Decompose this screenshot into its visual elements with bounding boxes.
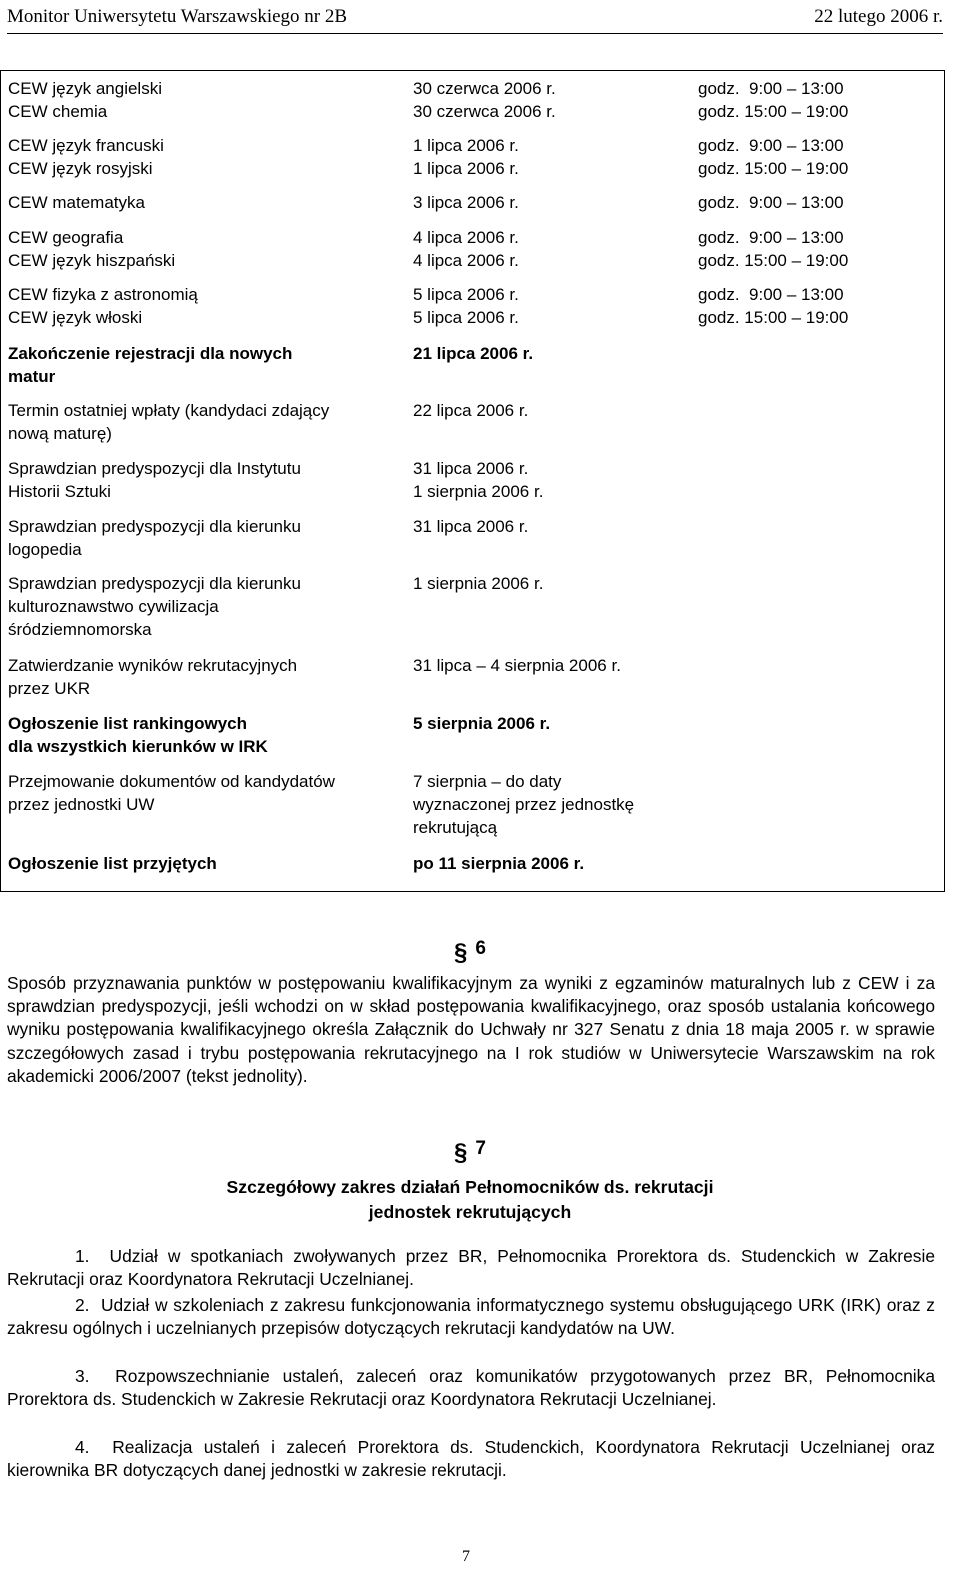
row-date: 5 lipca 2006 r.	[413, 308, 519, 327]
list-item	[7, 1294, 935, 1340]
section-7-title-line: Szczegółowy zakres działań Pełnomocników ds. rekrutacji	[226, 1177, 714, 1197]
row-date: rekrutującą	[413, 818, 498, 837]
section-symbol: §	[454, 939, 468, 966]
section-symbol: §	[454, 1139, 468, 1166]
row-time: godz. 15:00 – 19:00	[698, 251, 849, 270]
row-label: matur	[8, 367, 56, 386]
row-label: Sprawdzian predyspozycji dla kierunku	[8, 517, 301, 536]
item-number: 1.	[75, 1246, 90, 1266]
item-text: Realizacja ustaleń i zaleceń Prorektora ds. Studenckich, Koordynatora Rekrutacji Uczelnianej oraz kierownika BR dotyczących danej jednostki w zakresie rekrutacji.	[7, 1437, 936, 1481]
row-time: godz. 15:00 – 19:00	[698, 159, 849, 178]
row-label: przez jednostki UW	[8, 795, 155, 814]
row-label: Ogłoszenie list przyjętych	[8, 854, 217, 873]
row-label: Historii Sztuki	[8, 482, 111, 501]
row-date: 5 sierpnia 2006 r.	[413, 714, 551, 733]
row-label: Zakończenie rejestracji dla nowych	[8, 344, 293, 363]
item-number: 4.	[75, 1437, 90, 1457]
row-date: 30 czerwca 2006 r.	[413, 102, 556, 121]
row-label: CEW język rosyjski	[8, 159, 153, 178]
schedule-table	[0, 70, 945, 892]
item-number: 3.	[75, 1366, 90, 1386]
row-label: przez UKR	[8, 679, 91, 698]
row-date: 1 lipca 2006 r.	[413, 159, 519, 178]
row-date: 1 sierpnia 2006 r.	[413, 574, 544, 593]
row-label: CEW fizyka z astronomią	[8, 285, 198, 304]
row-label: Przejmowanie dokumentów od kandydatów	[8, 772, 335, 791]
row-time: godz. 9:00 – 13:00	[698, 228, 844, 247]
row-date: 5 lipca 2006 r.	[413, 285, 519, 304]
item-text: Rozpowszechnianie ustaleń, zaleceń oraz komunikatów przygotowanych przez BR, Pełnomocnika Prorektora ds. Studenckich w Zakresie Rekrutacji oraz Koordynatora Rekrutacji Uczelnianej.	[7, 1366, 935, 1410]
row-label: Termin ostatniej wpłaty (kandydaci zdający	[8, 401, 330, 420]
item-number: 2.	[75, 1295, 90, 1315]
row-date: po 11 sierpnia 2006 r.	[413, 854, 585, 873]
row-date: 31 lipca 2006 r.	[413, 517, 529, 536]
row-label: Sprawdzian predyspozycji dla Instytutu	[8, 459, 301, 478]
row-label: CEW język francuski	[8, 136, 164, 155]
row-label: CEW chemia	[8, 102, 108, 121]
section-7-title-line: jednostek rekrutujących	[368, 1202, 572, 1222]
row-label: dla wszystkich kierunków w IRK	[8, 737, 268, 756]
row-date: 4 lipca 2006 r.	[413, 251, 519, 270]
row-label: CEW język angielski	[8, 79, 162, 98]
section-6-heading	[454, 938, 486, 967]
row-label: Ogłoszenie list rankingowych	[8, 714, 247, 733]
row-label: logopedia	[8, 540, 82, 559]
list-item	[7, 1245, 935, 1291]
row-time: godz. 9:00 – 13:00	[698, 193, 844, 212]
row-date: 4 lipca 2006 r.	[413, 228, 519, 247]
row-time: godz. 9:00 – 13:00	[698, 285, 844, 304]
row-label: nową maturę)	[8, 424, 112, 443]
item-text: Udział w szkoleniach z zakresu funkcjonowania informatycznego systemu obsługującego URK (IRK) oraz z zakresu ogólnych i uczelnianych przepisów dotyczących rekrutacji kandydatów na UW.	[7, 1295, 935, 1339]
row-date: 1 lipca 2006 r.	[413, 136, 519, 155]
row-label: CEW język hiszpański	[8, 251, 176, 270]
row-date: wyznaczonej przez jednostkę	[413, 795, 635, 814]
row-date: 7 sierpnia – do daty	[413, 772, 562, 791]
row-date: 1 sierpnia 2006 r.	[413, 482, 544, 501]
publication-title: Monitor Uniwersytetu Warszawskiego nr 2B	[7, 6, 348, 27]
row-label: Sprawdzian predyspozycji dla kierunku	[8, 574, 301, 593]
row-label: kulturoznawstwo cywilizacja	[8, 597, 219, 616]
row-label: CEW geografia	[8, 228, 124, 247]
section-number: 6	[475, 938, 486, 959]
page-number: 7	[462, 1548, 470, 1565]
row-label: Zatwierdzanie wyników rekrutacyjnych	[8, 656, 298, 675]
row-date: 31 lipca – 4 sierpnia 2006 r.	[413, 656, 621, 675]
row-time: godz. 15:00 – 19:00	[698, 308, 849, 327]
row-date: 21 lipca 2006 r.	[413, 344, 534, 363]
row-date: 31 lipca 2006 r.	[413, 459, 529, 478]
row-date: 30 czerwca 2006 r.	[413, 79, 556, 98]
list-item	[7, 1365, 935, 1411]
header-rule	[7, 33, 943, 34]
section-6-text: Sposób przyznawania punktów w postępowaniu kwalifikacyjnym za wyniki z egzaminów maturalnych lub z CEW i za sprawdzian predyspozycji, jeśli wchodzi on w skład postępowania kwalifikacyjnego, oraz sposób ustalania końcowego wyniku postępowania kwalifikacyjnego określa Załącznik do Uchwały nr 327 Senatu z dnia 18 maja 2005 r. w sprawie szczegółowych zasad i trybu postępowania rekrutacyjnego na I rok studiów w Uniwersytecie Warszawskim na rok akademicki 2006/2007 (tekst jednolity).	[7, 973, 935, 1086]
row-label: śródziemnomorska	[8, 620, 152, 639]
row-date: 3 lipca 2006 r.	[413, 193, 519, 212]
row-time: godz. 9:00 – 13:00	[698, 79, 844, 98]
publication-date: 22 lutego 2006 r.	[814, 6, 943, 27]
section-7-title	[0, 1175, 940, 1225]
list-item	[7, 1436, 935, 1482]
row-label: CEW matematyka	[8, 193, 145, 212]
section-number: 7	[475, 1138, 486, 1159]
item-text: Udział w spotkaniach zwoływanych przez BR, Pełnomocnika Prorektora ds. Studenckich w Zakresie Rekrutacji oraz Koordynatora Rekrutacji Uczelnianej.	[7, 1246, 935, 1290]
row-label: CEW język włoski	[8, 308, 143, 327]
row-time: godz. 15:00 – 19:00	[698, 102, 849, 121]
section-7-heading	[454, 1138, 486, 1167]
row-date: 22 lipca 2006 r.	[413, 401, 529, 420]
page-header	[7, 0, 943, 36]
row-time: godz. 9:00 – 13:00	[698, 136, 844, 155]
